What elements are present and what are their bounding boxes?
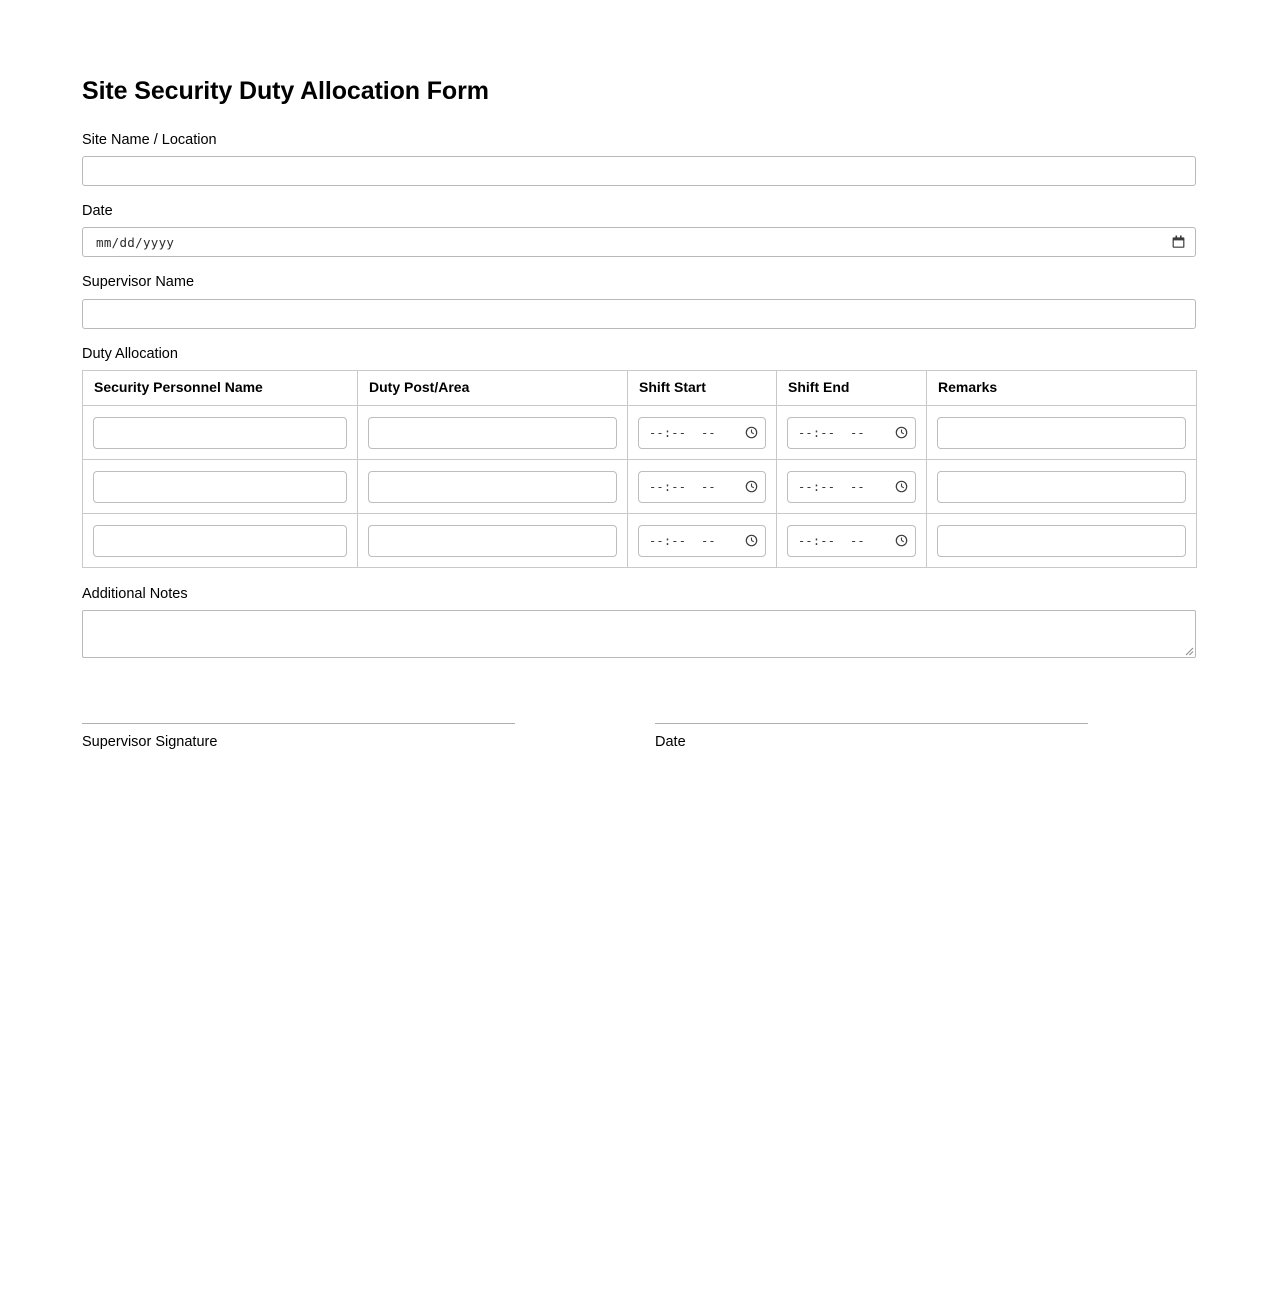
time-placeholder-text: --:-- -- [798,533,865,548]
signature-date-block [655,723,1088,751]
column-header-duty-post: Duty Post/Area [358,370,628,405]
cell-shift-end [777,514,927,568]
table-header-row [83,370,1197,405]
cell-personnel-name [83,514,358,568]
date-placeholder-text: mm/dd/yyyy [96,234,175,250]
date-label: Date [82,202,113,219]
time-placeholder-text: --:-- -- [798,479,865,494]
shift-end-input-row-2[interactable] [787,471,916,503]
table-header [83,370,1197,405]
table-row [83,460,1197,514]
clock-icon[interactable] [895,480,908,493]
supervisor-name-input[interactable] [82,299,1196,329]
additional-notes-label: Additional Notes [82,586,188,603]
shift-start-input-row-2[interactable] [638,471,766,503]
site-name-field-group [82,132,1196,186]
supervisor-name-label: Supervisor Name [82,274,195,291]
cell-remarks [927,460,1197,514]
calendar-icon[interactable] [1172,235,1185,249]
duty-post-input-row-2[interactable] [368,471,617,503]
page-title: Site Security Duty Allocation Form [82,77,489,105]
clock-icon[interactable] [745,426,758,439]
site-name-input[interactable] [82,156,1196,186]
duty-post-input-row-1[interactable] [368,417,617,449]
cell-shift-end [777,460,927,514]
table-row [83,406,1197,460]
additional-notes-textarea[interactable] [82,610,1196,658]
shift-end-input-row-3[interactable] [787,525,916,557]
personnel-name-input-row-3[interactable] [93,525,347,557]
clock-icon[interactable] [895,426,908,439]
cell-remarks [927,406,1197,460]
supervisor-name-field-group [82,274,1196,328]
column-header-remarks: Remarks [927,370,1197,405]
clock-icon[interactable] [745,480,758,493]
cell-shift-start [628,460,777,514]
additional-notes-area [82,610,1196,658]
supervisor-signature-line [82,723,515,724]
shift-end-input-row-1[interactable] [787,417,916,449]
supervisor-signature-block [82,723,515,751]
personnel-name-input-row-2[interactable] [93,471,347,503]
shift-start-input-row-3[interactable] [638,525,766,557]
remarks-input-row-1[interactable] [937,417,1186,449]
column-header-personnel-name: Security Personnel Name [83,370,358,405]
clock-icon[interactable] [895,534,908,547]
cell-shift-start [628,406,777,460]
column-header-shift-end: Shift End [777,370,927,405]
cell-personnel-name [83,460,358,514]
time-placeholder-text: --:-- -- [649,425,716,440]
date-field-group [82,203,1196,257]
remarks-input-row-3[interactable] [937,525,1186,557]
cell-duty-post [358,460,628,514]
duty-allocation-table [82,370,1197,568]
time-placeholder-text: --:-- -- [649,479,716,494]
table-row [83,514,1197,568]
cell-personnel-name [83,406,358,460]
cell-shift-end [777,406,927,460]
supervisor-signature-label: Supervisor Signature [82,734,218,751]
remarks-input-row-2[interactable] [937,471,1186,503]
time-placeholder-text: --:-- -- [798,425,865,440]
time-placeholder-text: --:-- -- [649,533,716,548]
signature-date-label: Date [655,734,686,751]
table-body [83,406,1197,568]
cell-shift-start [628,514,777,568]
cell-duty-post [358,514,628,568]
duty-allocation-label: Duty Allocation [82,345,178,362]
site-name-label: Site Name / Location [82,131,217,148]
signature-date-line [655,723,1088,724]
cell-duty-post [358,406,628,460]
signature-row [82,723,1196,751]
date-input[interactable] [82,227,1196,257]
additional-notes-field-group [82,586,1196,658]
duty-post-input-row-3[interactable] [368,525,617,557]
personnel-name-input-row-1[interactable] [93,417,347,449]
cell-remarks [927,514,1197,568]
column-header-shift-start: Shift Start [628,370,777,405]
shift-start-input-row-1[interactable] [638,417,766,449]
clock-icon[interactable] [745,534,758,547]
